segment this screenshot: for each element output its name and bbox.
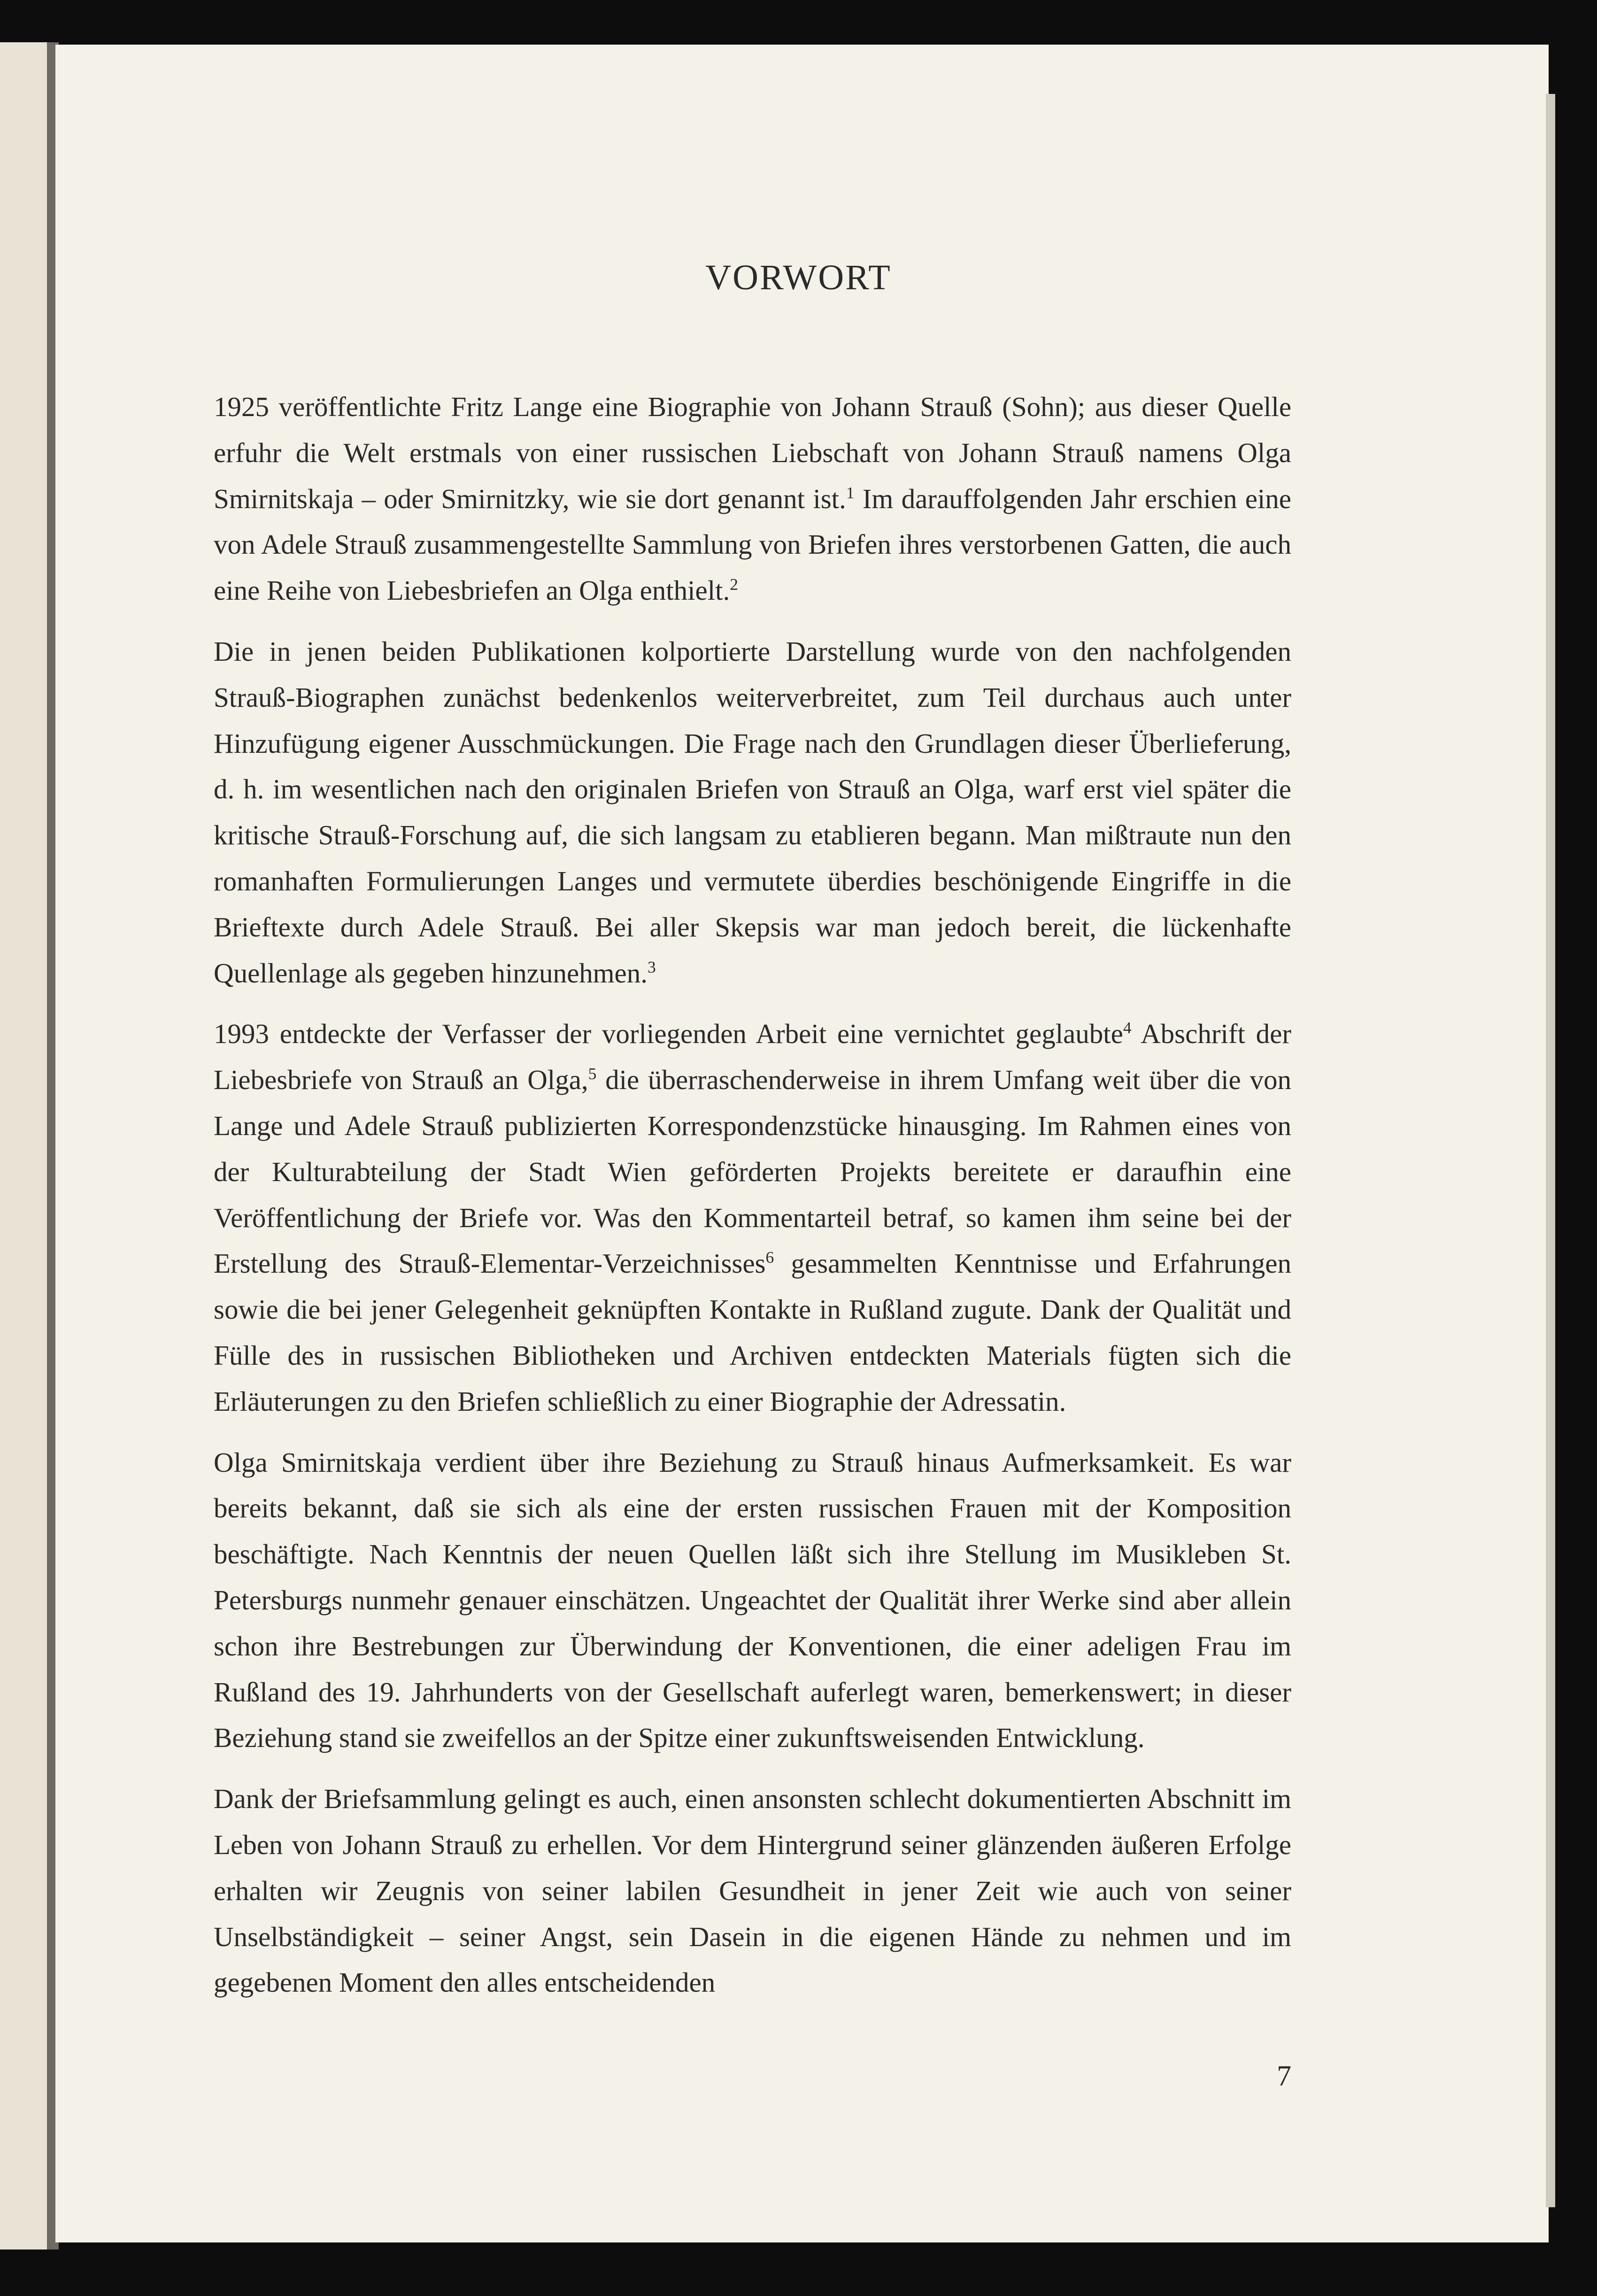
page-number: 7 — [1277, 2060, 1291, 2092]
paragraph-1 — [214, 384, 1291, 614]
footnote-ref: 5 — [588, 1064, 597, 1083]
page-title: VORWORT — [705, 258, 892, 297]
text-run: Im darauffolgenden Jahr erschien eine von Adele Strauß zusammengestellte Sammlung von Briefen ihres verstorbenen Gatten, die auch eine Reihe von Liebesbriefen an Olga enthielt. — [214, 483, 1291, 606]
book-left-edge — [0, 42, 54, 2250]
footnote-ref: 3 — [647, 957, 656, 976]
body-text — [214, 384, 1291, 2021]
text-run: gesammelten Kenntnisse und Erfahrungen sowie die bei jener Gelegenheit geknüpften Kontakte in Rußland zugute. Dank der Qualität und Fülle des in russischen Bibliotheken und Archiven entdeckten Materials fügten sich die Erläuterungen zu den Briefen schließlich zu einer Biographie der Adressatin. — [214, 1248, 1291, 1417]
text-run: Die in jenen beiden Publikationen kolportierte Darstellung wurde von den nachfolgenden Strauß-Biographen zunächst bedenkenlos weiterverbreitet, zum Teil durchaus auch unter Hinzufügung eigener Ausschmückungen. Die Frage nach den Grundlagen dieser Überlieferung, d. h. im wesentlichen nach den originalen Briefen von Strauß an Olga, warf erst viel später die kritische Strauß-Forschung auf, die sich langsam zu etablieren begann. Man mißtraute nun den romanhaften Formulierungen Langes und vermutete überdies beschönigende Eingriffe in die Brieftexte durch Adele Strauß. Bei aller Skepsis war man jedoch bereit, die lückenhafte Quellenlage als gegeben hinzunehmen. — [214, 635, 1291, 989]
paragraph-4 — [214, 1440, 1291, 1762]
text-run: Abschrift der Liebesbriefe von Strauß an Olga, — [214, 1018, 1291, 1096]
text-run: Dank der Briefsammlung gelingt es auch, einen ansonsten schlecht dokumentierten Abschnitt im Leben von Johann Strauß zu erhellen. Vor dem Hintergrund seiner glänzenden äußeren Erfolge erhalten wir Zeugnis von seiner labilen Gesundheit in jener Zeit wie auch von seiner Unselbständigkeit – seiner Angst, sein Dasein in die eigenen Hände zu nehmen und im gegebenen Moment den alles entscheidenden — [214, 1783, 1291, 1998]
page-right-edge — [1546, 94, 1555, 2207]
paragraph-5 — [214, 1776, 1291, 2006]
text-run: Olga Smirnitskaja verdient über ihre Beziehung zu Strauß hinaus Aufmerksamkeit. Es war bereits bekannt, daß sie sich als eine der ersten russischen Frauen mit der Komposition beschäftigte. Nach Kenntnis der neuen Quellen läßt sich ihre Stellung im Musikleben St. Petersburgs nunmehr genauer einschätzen. Ungeachtet der Qualität ihrer Werke sind aber allein schon ihre Bestrebungen zur Überwindung der Konventionen, die einer adeligen Frau im Rußland des 19. Jahrhunderts von der Gesellschaft auferlegt waren, bemerkenswert; in dieser Beziehung stand sie zweifellos an der Spitze einer zukunftsweisenden Entwicklung. — [214, 1446, 1291, 1754]
footnote-ref: 2 — [730, 574, 738, 594]
text-run: die überraschenderweise in ihrem Umfang weit über die von Lange und Adele Strauß publizierten Korrespondenzstücke hinausging. Im Rahmen eines von der Kulturabteilung der Stadt Wien geförderten Projekts bereitete er daraufhin eine Veröffentlichung der Briefe vor. Was den Kommentarteil betraf, so kamen ihm seine bei der Erstellung des Strauß-Elementar-Verzeichnisses — [214, 1064, 1291, 1279]
paragraph-2 — [214, 629, 1291, 996]
footnote-ref: 4 — [1123, 1018, 1132, 1037]
text-run: 1925 veröffentlichte Fritz Lange eine Biographie von Johann Strauß (Sohn); aus dieser Quelle erfuhr die Welt erstmals von einer russischen Liebschaft von Johann Strauß namens Olga Smirnitskaja – oder Smirnitzky, wie sie dort genannt ist. — [214, 391, 1291, 514]
text-run: 1993 entdeckte der Verfasser der vorliegenden Arbeit eine vernichtet geglaubte — [214, 1018, 1123, 1050]
footnote-ref: 1 — [846, 483, 855, 502]
paragraph-3 — [214, 1011, 1291, 1424]
footnote-ref: 6 — [765, 1248, 774, 1267]
